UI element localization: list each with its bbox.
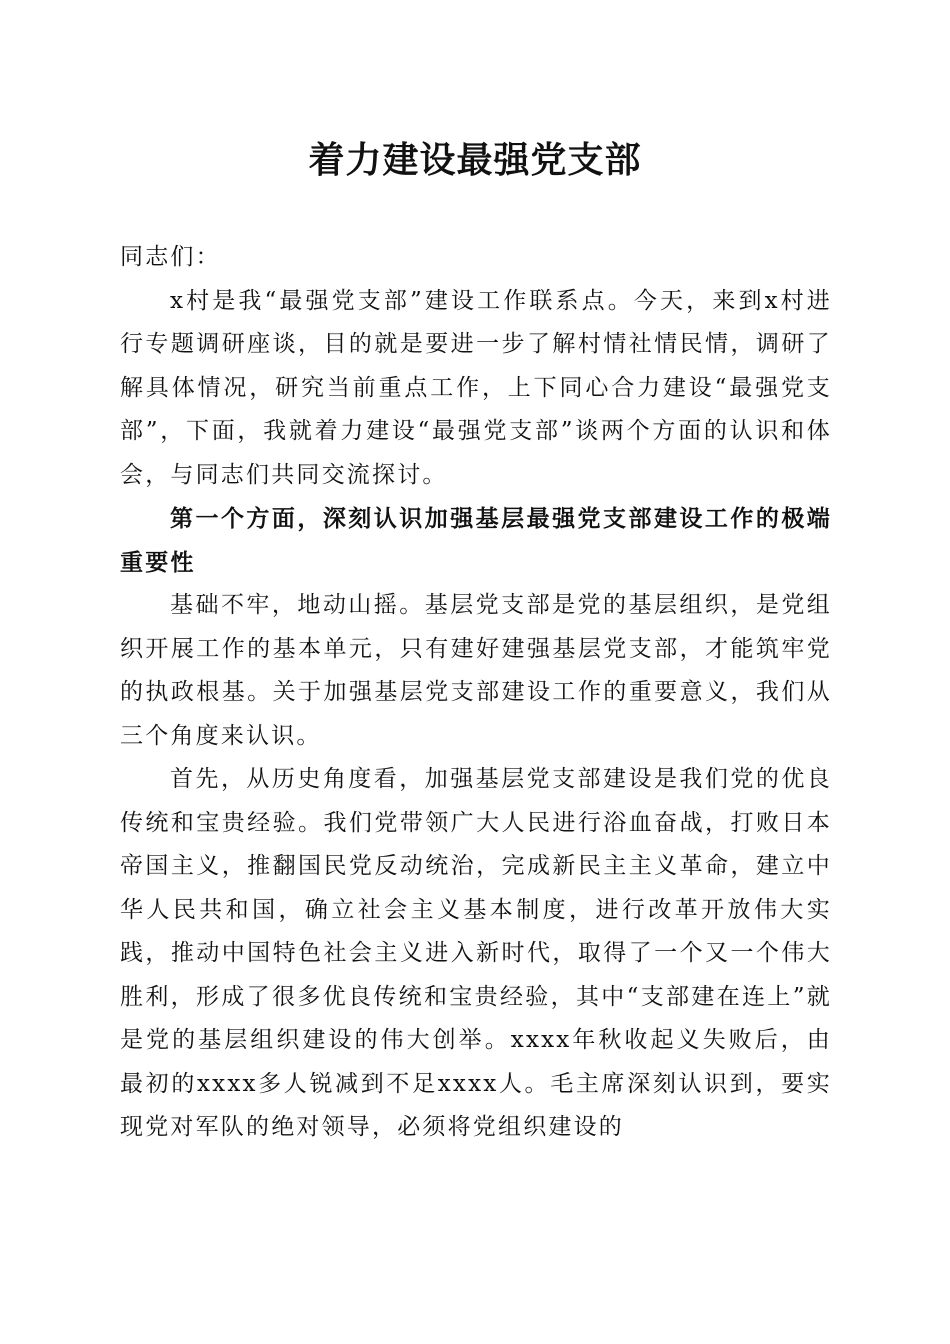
paragraph-foundation: 基础不牢，地动山摇。基层党支部是党的基层组织，是党组织开展工作的基本单元，只有建好建强基层党支部，才能筑牢党的执政根基。关于加强基层党支部建设工作的重要意义，我们从三个角度来认识。 [120,592,832,749]
document-title: 着力建设最强党支部 [308,139,642,181]
salutation: 同志们： [120,244,221,270]
paragraph-intro: x村是我“最强党支部”建设工作联系点。今天，来到x村进行专题调研座谈，目的就是要进一步了解村情社情民情，调研了解具体情况，研究当前重点工作，上下同心合力建设“最强党支部”，下面，我就着力建设“最强党支部”谈两个方面的认识和体会，与同志们共同交流探讨。 [120,287,832,488]
document-body [120,236,832,1150]
paragraph-history: 首先，从历史角度看，加强基层党支部建设是我们党的优良传统和宝贵经验。我们党带领广大人民进行浴血奋战，打败日本帝国主义，推翻国民党反动统治，完成新民主主义革命，建立中华人民共和国，确立社会主义基本制度，进行改革开放伟大实践，推动中国特色社会主义进入新时代，取得了一个又一个伟大胜利，形成了很多优良传统和宝贵经验，其中“支部建在连上”就是党的基层组织建设的伟大创举。xxxx年秋收起义失败后，由最初的xxxx多人锐减到不足xxxx人。毛主席深刻认识到，要实现党对军队的绝对领导，必须将党组织建设的 [120,766,832,1140]
section-heading-1: 第一个方面，深刻认识加强基层最强党支部建设工作的极端重要性 [120,505,832,576]
